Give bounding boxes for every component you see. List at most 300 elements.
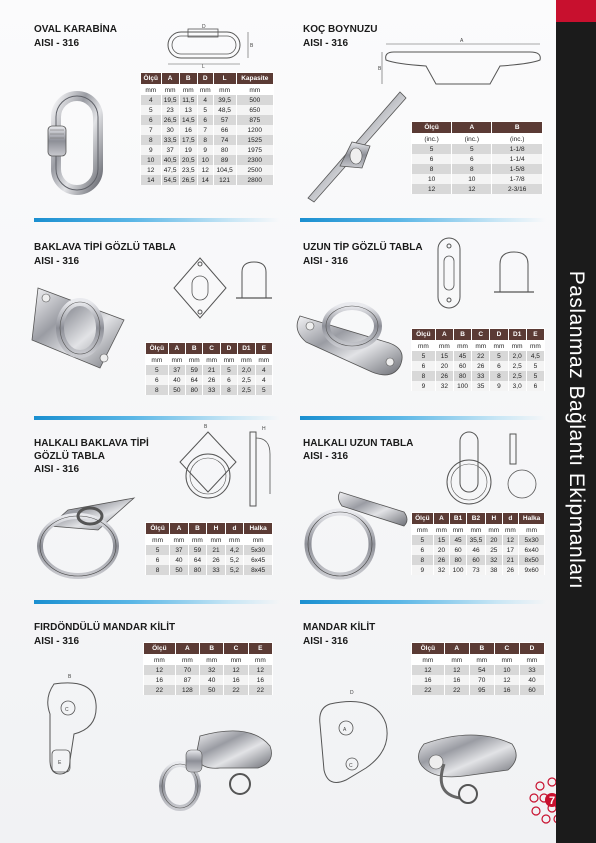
unit-cell: mm — [502, 525, 519, 536]
col-header: Kapasite — [236, 73, 273, 85]
col-header: B — [200, 643, 224, 655]
col-header: A — [175, 643, 199, 655]
unit-cell: mm — [168, 355, 185, 366]
oval-karabina-technical-drawing — [158, 24, 260, 68]
cell: 11,5 — [179, 95, 197, 105]
koc-boynuzu-subtitle: AISI - 316 — [303, 38, 349, 49]
cell: 37 — [170, 545, 189, 555]
table-row — [412, 535, 545, 545]
cell: 12 — [144, 665, 176, 675]
cell: 4,5 — [526, 351, 544, 361]
cell: 4 — [197, 95, 213, 105]
cell: 46 — [466, 545, 485, 555]
cell: 8 — [146, 385, 169, 395]
table-row — [412, 164, 543, 174]
col-header: C — [203, 343, 220, 355]
cell: 16 — [412, 675, 445, 685]
svg-text:A: A — [460, 38, 464, 44]
svg-text:E: E — [58, 760, 62, 766]
cell: 5 — [526, 361, 544, 371]
firdondulu-mandar-title: FIRDÖNDÜLÜ MANDAR KİLİT — [34, 622, 176, 633]
cell: 54,5 — [161, 175, 179, 185]
svg-text:C: C — [349, 763, 353, 769]
cell: 17,5 — [179, 135, 197, 145]
halkali-uzun-table — [411, 512, 545, 575]
cell: 40 — [170, 555, 189, 565]
cell: 57 — [213, 115, 236, 125]
col-header: D — [197, 73, 213, 85]
cell: 2,5 — [508, 361, 526, 371]
halkali-baklava-table — [145, 522, 273, 575]
table-header-row — [146, 343, 273, 355]
table-row — [412, 361, 545, 371]
cell: 7 — [197, 125, 213, 135]
cell: 12 — [494, 675, 519, 685]
col-header: L — [213, 73, 236, 85]
cell: 5x30 — [244, 545, 273, 555]
uzun-tabla-subtitle: AISI - 316 — [303, 256, 349, 267]
table-row — [412, 675, 545, 685]
cell: 9 — [141, 145, 162, 155]
baklava-tabla-subtitle: AISI - 316 — [34, 256, 80, 267]
cell: 10 — [197, 155, 213, 165]
cell: 25 — [486, 545, 503, 555]
cell: 33 — [472, 371, 490, 381]
cell: 80 — [213, 145, 236, 155]
cell: 2,5 — [508, 371, 526, 381]
cell: 8 — [146, 565, 170, 575]
cell: 13 — [179, 105, 197, 115]
unit-cell: mm — [175, 655, 199, 666]
cell: 1975 — [236, 145, 273, 155]
cell: 1-5/8 — [492, 164, 543, 174]
unit-cell: (inc.) — [452, 134, 492, 145]
cell: 26 — [203, 375, 220, 385]
cell: 70 — [175, 665, 199, 675]
col-header: A — [433, 513, 450, 525]
cell: 875 — [236, 115, 273, 125]
halkali-baklava-title-line2: GÖZLÜ TABLA — [34, 451, 105, 462]
unit-cell: mm — [519, 655, 544, 666]
cell: 128 — [175, 685, 199, 695]
cell: 12 — [452, 184, 492, 194]
cell: 6 — [526, 381, 544, 391]
table-row — [412, 174, 543, 184]
cell: 6x40 — [519, 545, 545, 555]
cell: 2300 — [236, 155, 273, 165]
cell: 37 — [168, 365, 185, 375]
unit-cell: mm — [526, 341, 544, 352]
col-header: E — [255, 343, 272, 355]
baklava-tabla-image — [30, 280, 130, 374]
cell: 32 — [435, 381, 453, 391]
col-header: B — [453, 329, 471, 341]
cell: 80 — [450, 555, 467, 565]
cell: 22 — [248, 685, 272, 695]
unit-cell: mm — [146, 535, 170, 546]
table-row — [141, 175, 274, 185]
cell: 30 — [161, 125, 179, 135]
units-row — [146, 535, 273, 546]
cell: 1525 — [236, 135, 273, 145]
cell: 59 — [188, 545, 207, 555]
unit-cell: mm — [412, 655, 445, 666]
units-row — [141, 85, 274, 96]
col-header: Ölçü — [146, 343, 169, 355]
uzun-tabla-title: UZUN TİP GÖZLÜ TABLA — [303, 242, 423, 253]
unit-cell: mm — [220, 355, 237, 366]
cell: 5 — [452, 144, 492, 154]
cell: 87 — [175, 675, 199, 685]
cell: 54 — [469, 665, 494, 675]
cell: 6 — [146, 555, 170, 565]
table-row — [412, 685, 545, 695]
col-header: Ölçü — [412, 513, 434, 525]
cell: 6 — [412, 545, 434, 555]
cell: 104,5 — [213, 165, 236, 175]
sidebar-accent — [556, 0, 596, 22]
cell: 33 — [207, 565, 226, 575]
unit-cell: (inc.) — [492, 134, 543, 145]
cell: 40,5 — [161, 155, 179, 165]
table-row — [141, 145, 274, 155]
cell: 12 — [444, 665, 469, 675]
uzun-tabla-technical-drawing — [428, 234, 538, 314]
cell: 33 — [519, 665, 544, 675]
col-header: A — [444, 643, 469, 655]
halkali-uzun-subtitle: AISI - 316 — [303, 451, 349, 462]
col-header: B — [492, 122, 543, 134]
cell: 26,5 — [161, 115, 179, 125]
section-divider — [300, 416, 546, 420]
col-header: E — [248, 643, 272, 655]
col-header: C — [472, 329, 490, 341]
svg-text:D: D — [202, 24, 206, 30]
table-header-row — [141, 73, 274, 85]
col-header: B — [188, 523, 207, 535]
cell: 2500 — [236, 165, 273, 175]
col-header: D1 — [238, 343, 255, 355]
cell: 12 — [412, 665, 445, 675]
cell: 12 — [224, 665, 248, 675]
cell: 95 — [469, 685, 494, 695]
cell: 8x45 — [244, 565, 273, 575]
cell: 10 — [494, 665, 519, 675]
table-row — [412, 351, 545, 361]
oval-karabina-image — [26, 88, 130, 198]
cell: 80 — [188, 565, 207, 575]
table-row — [412, 144, 543, 154]
cell: 1200 — [236, 125, 273, 135]
cell: 15 — [435, 351, 453, 361]
units-row — [412, 134, 543, 145]
cell: 15 — [433, 535, 450, 545]
table-row — [412, 545, 545, 555]
cell: 2,5 — [238, 375, 255, 385]
oval-karabina-subtitle: AISI - 316 — [34, 38, 80, 49]
table-header-row — [146, 523, 273, 535]
cell: 4,2 — [225, 545, 244, 555]
cell: 26 — [502, 565, 519, 575]
cell: 1-7/8 — [492, 174, 543, 184]
section-divider — [34, 416, 280, 420]
unit-cell: mm — [238, 355, 255, 366]
col-header: Ölçü — [144, 643, 176, 655]
cell: 16 — [444, 675, 469, 685]
cell: 12 — [141, 165, 162, 175]
table-row — [146, 555, 273, 565]
cell: 59 — [186, 365, 203, 375]
cell: 1-1/8 — [492, 144, 543, 154]
cell: 16 — [224, 675, 248, 685]
cell: 8x50 — [519, 555, 545, 565]
cell: 35,5 — [466, 535, 485, 545]
unit-cell: mm — [255, 355, 272, 366]
catalog-sidebar — [556, 0, 596, 843]
col-header: B2 — [466, 513, 485, 525]
col-header: Ölçü — [412, 122, 452, 134]
cell: 19 — [179, 145, 197, 155]
col-header: B — [179, 73, 197, 85]
cell: 5 — [412, 144, 452, 154]
table-row — [141, 135, 274, 145]
uzun-tabla-table — [411, 328, 545, 391]
cell: 26 — [435, 371, 453, 381]
table-header-row — [412, 643, 545, 655]
svg-text:A: A — [343, 727, 347, 733]
col-header: Ölçü — [141, 73, 162, 85]
col-header: B — [469, 643, 494, 655]
table-row — [144, 665, 273, 675]
unit-cell: mm — [412, 341, 436, 352]
svg-text:L: L — [202, 64, 205, 70]
table-header-row — [412, 513, 545, 525]
cell: 20 — [435, 361, 453, 371]
table-row — [412, 371, 545, 381]
unit-cell: mm — [141, 85, 162, 96]
cell: 5 — [490, 351, 508, 361]
oval-karabina-title: OVAL KARABİNA — [34, 24, 117, 35]
cell: 60 — [450, 545, 467, 555]
unit-cell: mm — [469, 655, 494, 666]
unit-cell: mm — [519, 525, 545, 536]
koc-boynuzu-image — [300, 86, 410, 206]
cell: 5 — [197, 105, 213, 115]
cell: 32 — [200, 665, 224, 675]
koc-boynuzu-title: KOÇ BOYNUZU — [303, 24, 378, 35]
koc-boynuzu-table — [411, 121, 543, 194]
table-row — [146, 565, 273, 575]
col-header: B1 — [450, 513, 467, 525]
units-row — [412, 655, 545, 666]
cell: 6 — [490, 361, 508, 371]
halkali-baklava-subtitle: AISI - 316 — [34, 464, 80, 475]
table-row — [141, 165, 274, 175]
unit-cell: mm — [144, 655, 176, 666]
cell: 50 — [170, 565, 189, 575]
col-header: H — [486, 513, 503, 525]
halkali-baklava-image — [28, 490, 140, 584]
unit-cell: mm — [466, 525, 485, 536]
table-row — [412, 184, 543, 194]
halkali-baklava-title: HALKALI BAKLAVA TİPİ — [34, 438, 149, 449]
cell: 89 — [213, 155, 236, 165]
cell: 9 — [412, 565, 434, 575]
cell: 7 — [141, 125, 162, 135]
svg-text:D: D — [350, 690, 354, 696]
unit-cell: mm — [435, 341, 453, 352]
unit-cell: mm — [186, 355, 203, 366]
cell: 121 — [213, 175, 236, 185]
cell: 32 — [486, 555, 503, 565]
baklava-tabla-title: BAKLAVA TİPİ GÖZLÜ TABLA — [34, 242, 176, 253]
cell: 8 — [141, 135, 162, 145]
cell: 9 — [490, 381, 508, 391]
cell: 2,0 — [238, 365, 255, 375]
cell: 26 — [472, 361, 490, 371]
cell: 16 — [494, 685, 519, 695]
svg-text:H: H — [262, 426, 266, 432]
cell: 22 — [444, 685, 469, 695]
cell: 6 — [452, 154, 492, 164]
col-header: D — [220, 343, 237, 355]
koc-boynuzu-technical-drawing — [380, 34, 546, 92]
cell: 22 — [412, 685, 445, 695]
unit-cell: mm — [248, 655, 272, 666]
unit-cell: mm — [433, 525, 450, 536]
col-header: Ölçü — [146, 523, 170, 535]
cell: 5 — [412, 351, 436, 361]
unit-cell: mm — [179, 85, 197, 96]
cell: 8 — [412, 164, 452, 174]
col-header: Ölçü — [412, 643, 445, 655]
cell: 6 — [146, 375, 169, 385]
cell: 14 — [197, 175, 213, 185]
cell: 40 — [519, 675, 544, 685]
mandar-kilit-technical-drawing — [306, 684, 396, 794]
cell: 2800 — [236, 175, 273, 185]
section-divider — [34, 600, 280, 604]
cell: 14,5 — [179, 115, 197, 125]
cell: 500 — [236, 95, 273, 105]
table-header-row — [412, 122, 543, 134]
table-header-row — [144, 643, 273, 655]
cell: 16 — [179, 125, 197, 135]
cell: 33 — [203, 385, 220, 395]
col-header: D1 — [508, 329, 526, 341]
cell: 6x45 — [244, 555, 273, 565]
cell: 5 — [141, 105, 162, 115]
table-header-row — [412, 329, 545, 341]
unit-cell: mm — [494, 655, 519, 666]
unit-cell: mm — [146, 355, 169, 366]
cell: 5 — [146, 545, 170, 555]
cell: 64 — [188, 555, 207, 565]
cell: 2,0 — [508, 351, 526, 361]
cell: 1-1/4 — [492, 154, 543, 164]
cell: 6 — [412, 361, 436, 371]
cell: 45 — [450, 535, 467, 545]
col-header: d — [502, 513, 519, 525]
cell: 12 — [502, 535, 519, 545]
cell: 33,5 — [161, 135, 179, 145]
cell: 10 — [452, 174, 492, 184]
firdondulu-mandar-table — [143, 642, 273, 695]
cell: 26 — [207, 555, 226, 565]
cell: 8 — [452, 164, 492, 174]
col-header: d — [225, 523, 244, 535]
cell: 45 — [453, 351, 471, 361]
cell: 80 — [186, 385, 203, 395]
halkali-uzun-image — [300, 484, 410, 586]
table-row — [146, 385, 273, 395]
cell: 10 — [141, 155, 162, 165]
cell: 5 — [412, 535, 434, 545]
units-row — [146, 355, 273, 366]
cell: 47,5 — [161, 165, 179, 175]
unit-cell: mm — [200, 655, 224, 666]
table-row — [146, 545, 273, 555]
col-header: A — [161, 73, 179, 85]
section-divider — [300, 600, 546, 604]
cell: 38 — [486, 565, 503, 575]
cell: 2,5 — [238, 385, 255, 395]
uzun-tabla-image — [296, 286, 414, 382]
cell: 22 — [472, 351, 490, 361]
unit-cell: (inc.) — [412, 134, 452, 145]
cell: 22 — [144, 685, 176, 695]
cell: 4 — [255, 365, 272, 375]
page-number: 7 — [548, 795, 556, 807]
cell: 22 — [224, 685, 248, 695]
cell: 66 — [213, 125, 236, 135]
col-header: C — [494, 643, 519, 655]
cell: 21 — [203, 365, 220, 375]
cell: 40 — [168, 375, 185, 385]
table-row — [146, 375, 273, 385]
cell: 20 — [486, 535, 503, 545]
unit-cell: mm — [412, 525, 434, 536]
col-header: C — [224, 643, 248, 655]
table-row — [144, 685, 273, 695]
unit-cell: mm — [161, 85, 179, 96]
col-header: Halka — [244, 523, 273, 535]
cell: 21 — [207, 545, 226, 555]
firdondulu-mandar-subtitle: AISI - 316 — [34, 636, 80, 647]
mandar-kilit-image — [404, 714, 528, 814]
col-header: A — [168, 343, 185, 355]
cell: 16 — [144, 675, 176, 685]
col-header: E — [526, 329, 544, 341]
col-header: A — [435, 329, 453, 341]
table-row — [141, 125, 274, 135]
unit-cell: mm — [207, 535, 226, 546]
table-row — [144, 675, 273, 685]
mandar-kilit-title: MANDAR KİLİT — [303, 622, 376, 633]
svg-text:B: B — [250, 43, 254, 49]
cell: 9x60 — [519, 565, 545, 575]
col-header: B — [186, 343, 203, 355]
cell: 14 — [141, 175, 162, 185]
col-header: D — [519, 643, 544, 655]
table-row — [412, 665, 545, 675]
unit-cell: mm — [486, 525, 503, 536]
cell: 21 — [502, 555, 519, 565]
col-header: Halka — [519, 513, 545, 525]
units-row — [144, 655, 273, 666]
halkali-baklava-technical-drawing — [174, 424, 280, 516]
cell: 73 — [466, 565, 485, 575]
